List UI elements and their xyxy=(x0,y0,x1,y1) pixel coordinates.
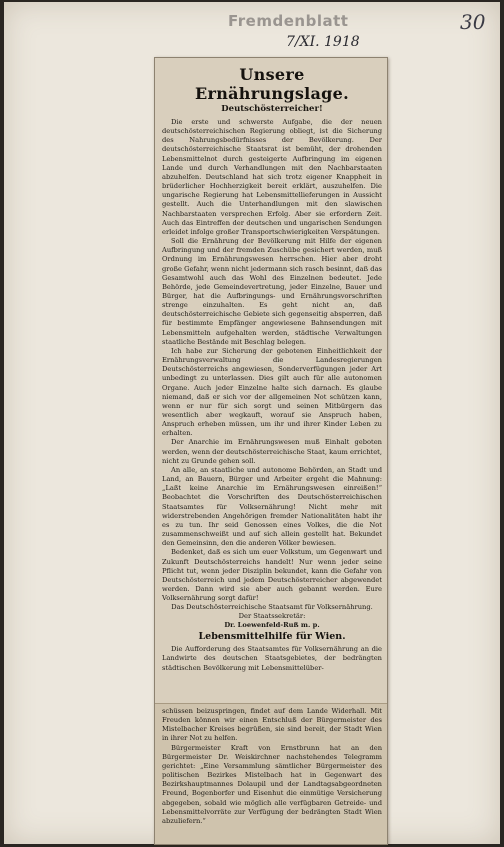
newspaper-clipping xyxy=(154,57,388,845)
clipping-upper-part xyxy=(155,58,387,702)
article-paragraph: Ich habe zur Sicherung der gebotenen Einheitlichkeit der Ernährungsverwaltung die Landesregierungen Deutschösterreichs angewiesen, Sonderverfügungen jeder Art unbedingt zu unterlassen. Dies gilt auch für alle autonomen Organe. Auch jeder Einzelne halte sich darnach. Es glaube niemand, daß er sich vor der allgemeinen Not schützen kann, wenn er nur für sich sorgt und seinen Mitbürgern das wesentlich aber wegkauft, worauf sie Anspruch haben, Anspruch erheben müssen, um ihr und ihrer Kinder Leben zu erhalten. xyxy=(162,346,382,438)
signature-title: Der Staatssekretär: xyxy=(238,612,306,621)
masthead-stamp: Fremdenblatt xyxy=(228,12,349,30)
handwritten-page-number: 30 xyxy=(460,10,486,34)
second-article-paragraph: Die Aufforderung des Staatsamtes für Volksernährung an die Landwirte des deutschen Staatsgebietes, der bedrängten städtischen Bevölkerung mit Lebensmittelüber- xyxy=(162,645,382,672)
signature-ministry: Das Deutschösterreichische Staatsamt für Volksernährung. xyxy=(171,603,373,612)
handwritten-date: 7/XI. 1918 xyxy=(286,34,360,50)
second-article-paragraph: Bürgermeister Kraft von Ernstbrunn hat an den Bürgermeister Dr. Weiskirchner nachstehendes Telegramm gerichtet: „Eine Versammlung sämtlicher Bürgermeister des politischen Bezirkes Mistelbach hat in Gegenwart des Bezirkshauptmannes Dolaupil und der Landtagsabgeordneten Freund, Bogenborfer und Eisenhut die einmütige Versicherung abgegeben, sobald wie möglich alle verfügbaren Getreide- und Lebensmittelvorräte zur Verfügung der bedrängten Stadt Wien abzuliefern.“ xyxy=(162,743,382,825)
second-article-paragraph: schüssen beizuspringen, findet auf dem Lande Widerhall. Mit Freuden können wir einen Entschluß der Bürgermeister des Mistelbacher Kreises begrüßen, sie sind bereit, der Stadt Wien in ihrer Not zu helfen. xyxy=(162,707,382,743)
article-paragraph: Die erste und schwerste Aufgabe, die der neuen deutschösterreichischen Regierung obliegt, ist die Sicherung des Nahrungsbedürfnisses der Bevölkerung. Der deutschösterreichische Staatsrat ist bemüht, der drohenden Lebensmittelnot durch gesteigerte Aufbringung im eigenen Lande und durch Verhandlungen mit den Nachbarstaaten abzuhelfen. Deutschland hat sich trotz eigener Knappheit in brüderlicher Hochherzigkeit bereit erklärt, auszuhelfen. Die ungarische Regierung hat Lebensmittellieferungen in Aussicht gestellt. Auch die Unterhandlungen mit den slawischen Nachbarstaaten versprechen Erfolg. Aber sie erfordern Zeit. Auch das Eintreffen der deutschen und ungarischen Sendungen erleidet infolge großer Transportschwierigkeiten Verspätungen. xyxy=(162,118,382,236)
article-paragraph: Bedenket, daß es sich um euer Volkstum, um Gegenwart und Zukunft Deutschösterreichs handelt! Nur wenn jeder seine Pflicht tut, wenn jeder Disziplin bekundet, kann die Gefahr von Deutschösterreich und jedem Deutschösterreicher abgewendet werden. Dann wird sie aber auch gebannt werden. Eure Volksernährung sorgt dafür! xyxy=(162,548,382,603)
second-article-headline: Lebensmittelhilfe für Wien. xyxy=(198,631,346,643)
archive-sheet xyxy=(4,2,500,844)
article-paragraph: An alle, an staatliche und autonome Behörden, an Stadt und Land, an Bauern, Bürger und Arbeiter ergeht die Mahnung: „Laßt keine Anarchie im Ernährungswesen einreißen!“ Beobachtet die Vorschriften des Deutschösterreichischen Staatsamtes für Volksernährung! Nicht mehr mit widerstrebenden Angehörigen fremder Nationalitäten habt ihr es zu tun. Ihr seid Genossen eines Volkes, die die Not zusammenschweißt und auf sich allein gestellt hat. Bekundet den Gemeinsinn, den die anderen Völker bewiesen. xyxy=(162,465,382,548)
article-headline: Unsere Ernährungslage. xyxy=(194,65,350,103)
article-paragraph: Soll die Ernährung der Bevölkerung mit Hilfe der eigenen Aufbringung und der fremden Zuschübe gesichert werden, muß Ordnung im Ernährungswesen herrschen. Hier aber droht große Gefahr, wenn nicht jedermann sich rasch besinnt, daß das Gesamtwohl auch das Wohl des Einzelnen bedeutet. Jede Behörde, jede Gemeindevertretung, jeder Einzelne, Bauer und Bürger, hat die Aufbringungs- und Ernährungsvorschriften strenge einzuhalten. Es geht nicht an, daß deutschösterreichische Gebiete sich gegenseitig absperren, daß für bestimmte Empfänger angewiesene Bahnsendungen mit Lebensmitteln aufgehalten werden, städtische Verwaltungen staatliche Bestände mit Beschlag belegen. xyxy=(162,237,382,346)
article-paragraph: Der Anarchie im Ernährungswesen muß Einhalt geboten werden, wenn der deutschösterreichische Staat, kaum errichtet, nicht zu Grunde gehen soll. xyxy=(162,438,382,465)
clipping-lower-part xyxy=(155,703,387,845)
signature-name: Dr. Loewenfeld-Ruß m. p. xyxy=(224,621,320,630)
article-subheadline: Deutschösterreicher! xyxy=(221,104,323,114)
